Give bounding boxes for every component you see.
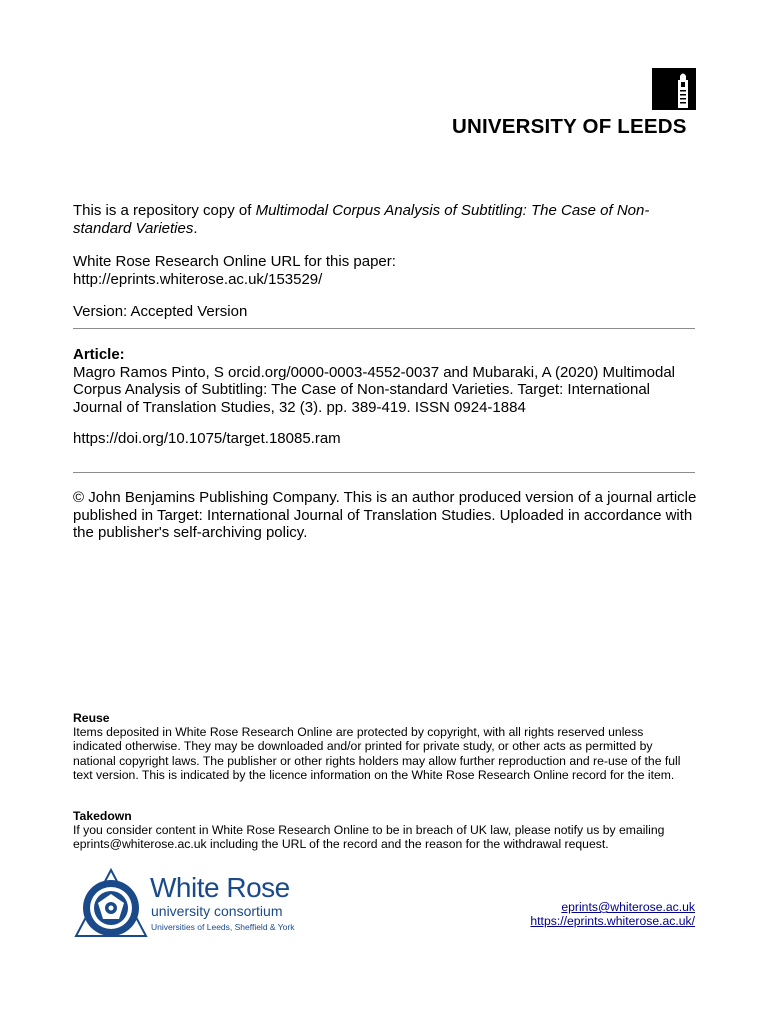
takedown-heading: Takedown: [73, 809, 132, 823]
footer-links: [530, 900, 695, 928]
leeds-logo-text: UNIVERSITY OF LEEDS: [452, 115, 687, 138]
intro-prefix: This is a repository copy of: [73, 202, 256, 219]
paper-url[interactable]: http://eprints.whiterose.ac.uk/153529/: [73, 270, 323, 288]
copyright-notice: © John Benjamins Publishing Company. This is an author produced version of a journal article published in Target: International Journal of Translation Studies. Uploaded in accordance with the publisher's self-archiving policy.: [73, 489, 697, 541]
university-of-leeds-logo: [452, 68, 696, 136]
intro-suffix: .: [193, 219, 198, 237]
email-link[interactable]: eprints@whiterose.ac.uk: [561, 900, 695, 914]
article-block: [73, 346, 697, 416]
version-text: Version: Accepted Version: [73, 303, 248, 320]
article-citation: Magro Ramos Pinto, S orcid.org/0000-0003-4552-0037 and Mubaraki, A (2020) Multimodal Corpus Analysis of Subtitling: The Case of Non-standard Varieties. Target: International Journal of Translation Studies, 32 (3). pp. 389-419. ISSN 0924-1884: [73, 363, 676, 416]
url-block: [73, 253, 695, 288]
takedown-section: [73, 809, 695, 852]
reuse-heading: Reuse: [73, 711, 110, 725]
leeds-tower-icon: [652, 68, 696, 110]
repository-intro: [73, 202, 695, 237]
reuse-text: Items deposited in White Rose Research Online are protected by copyright, with all rights reserved unless indicated otherwise. They may be downloaded and/or printed for private study, or other acts as permitted by national copyright laws. The publisher or other rights holders may allow further reproduction and re-use of the full text version. This is indicated by the licence information on the White Rose Research Online record for the item.: [73, 725, 681, 782]
white-rose-logo: [74, 868, 294, 940]
white-rose-subtitle: university consortium: [151, 903, 283, 919]
white-rose-emblem-icon: [74, 868, 148, 940]
divider-bottom: [73, 472, 695, 473]
reuse-section: [73, 711, 695, 782]
site-link[interactable]: https://eprints.whiterose.ac.uk/: [530, 914, 695, 929]
article-doi[interactable]: https://doi.org/10.1075/target.18085.ram: [73, 430, 341, 447]
takedown-text: If you consider content in White Rose Research Online to be in breach of UK law, please notify us by emailing eprints@whiterose.ac.uk including the URL of the record and the reason for the withdrawal request.: [73, 823, 665, 852]
paper-title: Multimodal Corpus Analysis of Subtitling: The Case of Non-standard Varieties: [73, 202, 650, 237]
white-rose-name: White Rose: [150, 872, 290, 903]
white-rose-universities: Universities of Leeds, Sheffield & York: [151, 922, 295, 932]
divider-top: [73, 328, 695, 329]
url-label: White Rose Research Online URL for this paper:: [73, 253, 396, 270]
article-heading: Article:: [73, 346, 125, 363]
